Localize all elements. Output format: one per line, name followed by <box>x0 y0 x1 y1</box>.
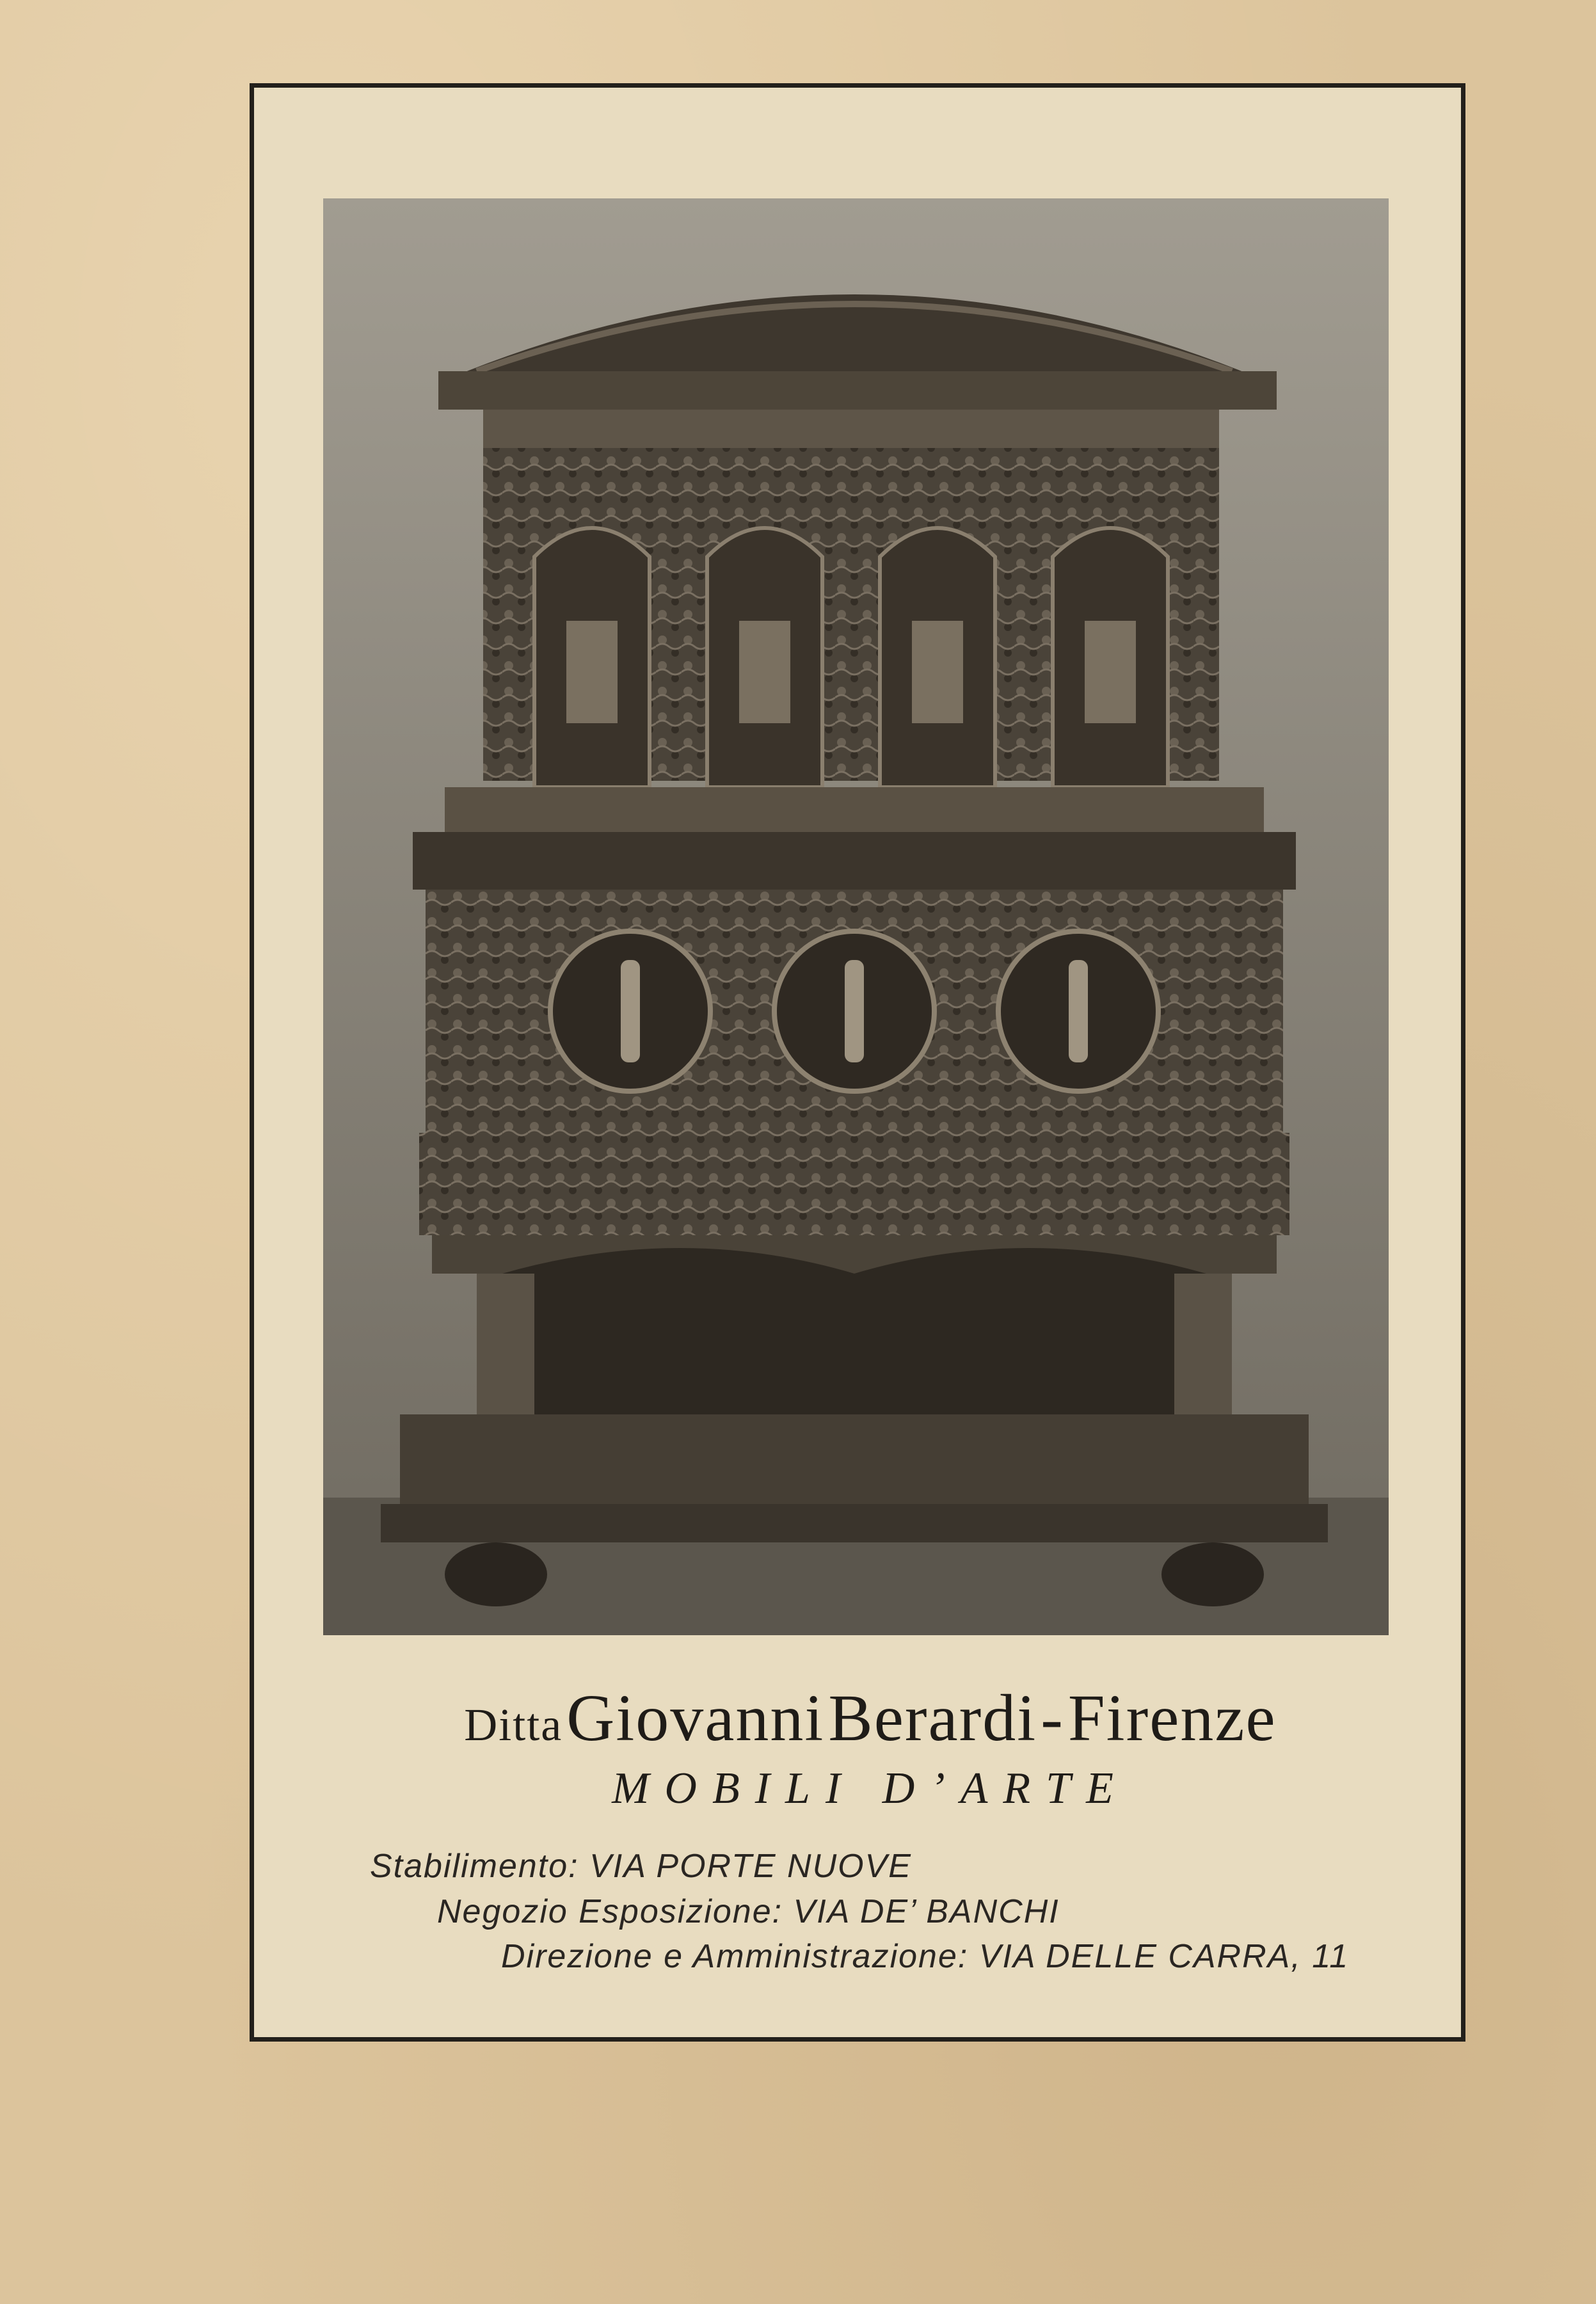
cabinet-illustration <box>323 198 1389 1635</box>
headline-city: Firenze <box>1067 1681 1277 1755</box>
address-value: VIA DE’ BANCHI <box>793 1893 1060 1930</box>
company-headline <box>333 1680 1408 1756</box>
address-line <box>501 1937 1349 1976</box>
address-label: Direzione e Amministrazione: <box>501 1938 969 1975</box>
headline-name-first: Giovanni <box>566 1681 825 1755</box>
address-line <box>437 1892 1060 1931</box>
address-value: VIA PORTE NUOVE <box>589 1848 912 1885</box>
headline-prefix: Ditta <box>464 1699 563 1750</box>
address-label: Negozio Esposizione: <box>437 1893 783 1930</box>
headline-name-last: Berardi <box>828 1681 1037 1755</box>
tagline: MOBILI D’ARTE <box>612 1764 1129 1813</box>
address-value: VIA DELLE CARRA, 11 <box>978 1938 1350 1975</box>
cabinet-photo <box>323 198 1389 1635</box>
address-label: Stabilimento: <box>370 1848 579 1885</box>
headline-separator: - <box>1041 1681 1064 1755</box>
address-line <box>370 1847 912 1885</box>
